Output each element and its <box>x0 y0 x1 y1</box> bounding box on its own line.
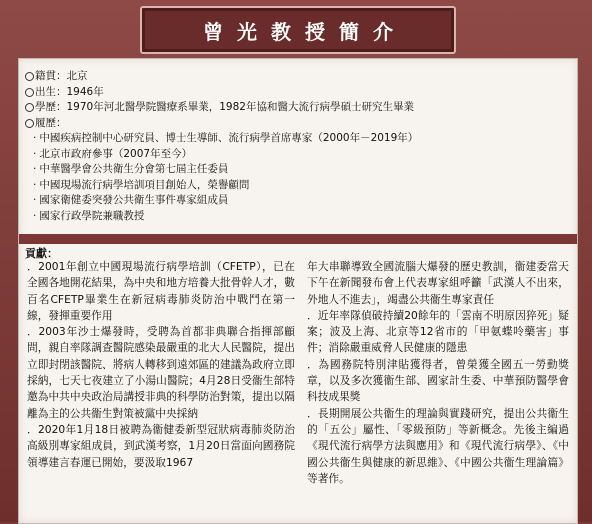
origin-text: 籍貫：北京 <box>35 70 88 82</box>
dot-bullet-icon: · <box>33 132 37 144</box>
resume-item: · 北京市政府參事（2007年至今） <box>25 147 573 163</box>
dot-bullet-icon: · <box>33 194 37 206</box>
resume-item: · 國家衛健委突發公共衛生事件專家組成員 <box>25 193 573 209</box>
contributions-heading: 貢獻： <box>25 247 58 260</box>
contribution-paragraph: ．為國務院特別津貼獲得者，曾榮獲全國五一勞動獎章，以及多次獲衞生部、國家計生委、中華預防醫學會科技成果獎 <box>307 357 569 404</box>
contributions-left-column <box>27 259 295 471</box>
resume-item: · 中華醫學會公共衛生分會第七屆主任委員 <box>25 162 573 178</box>
resume-item: · 中國現場流行病學培訓項目創始人，榮譽顧問 <box>25 178 573 194</box>
profile-card <box>18 58 578 524</box>
contribution-paragraph: 年大串聯導致全國流腦大爆發的歷史教訓，衞建委當天下午在新聞發布會上代表專家組呼籲「武漢人不出來，外地人不進去」，竭盡公共衞生專家責任 <box>307 260 569 306</box>
resume-item: · 國家行政學院兼職教授 <box>25 209 573 225</box>
circle-bullet-icon <box>25 103 34 112</box>
contribution-paragraph: ．2003年沙士爆發時，受聘為首都非典聯合指揮部顧問，親自率隊調查醫院感染最嚴重的北大人民醫院，提出立即封閉該醫院、將病人轉移到遠郊區的建議為政府立即採納，七天七夜建立了小湯山醫院；4月28日受衞生部特邀為中共中央政治局講授非典的科學防治對策，提出以隔離為主的公共衞生對策被黨中央採納 <box>27 325 295 420</box>
education-row <box>25 100 573 116</box>
title-banner <box>140 6 456 54</box>
contributions-right-column <box>307 259 569 487</box>
birth-text: 出生：1946年 <box>35 85 104 98</box>
contribution-paragraph: ．2020年1月18日被聘為衞健委新型冠狀病毒肺炎防治高級別專家組成員，到武漢考察，1月20日當面向國務院領導建言春運已開始，要汲取1967 <box>27 422 295 469</box>
circle-bullet-icon <box>25 72 34 81</box>
resume-item: · 中國疾病控制中心研究員、博士生導師、流行病學首席專家（2000年－2019年） <box>25 131 573 147</box>
resume-row <box>25 116 573 132</box>
education-text: 學歷：1970年河北醫學院醫療系畢業，1982年協和醫大流行病學碩士研究生畢業 <box>35 101 414 113</box>
circle-bullet-icon <box>25 88 34 97</box>
dot-bullet-icon: · <box>33 163 37 175</box>
profile-section <box>25 69 573 224</box>
page-title: 曾光教授簡介 <box>203 19 407 44</box>
circle-bullet-icon <box>25 119 34 128</box>
birth-row <box>25 85 573 101</box>
contribution-paragraph: ．長期開展公共衞生的理論與實踐研究，提出公共衞生的「五公」屬性、「零級預防」等新概念。先後主編過《現代流行病學方法與應用》和《現代流行病學》、《中國公共衞生與健康的新思維》、《中國公共衞生理論篇》等著作。 <box>307 406 569 485</box>
origin-row <box>25 69 573 85</box>
section-divider <box>19 234 577 244</box>
contribution-paragraph: ．近年率隊偵破持續20餘年的「雲南不明原因猝死」疑案；波及上海、北京等12省市的「甲氨蝶呤藥害」事件；消除嚴重威脅人民健康的隱患 <box>307 308 569 355</box>
dot-bullet-icon: · <box>33 178 37 191</box>
resume-label: 履歷： <box>35 116 67 129</box>
contribution-paragraph: ．2001年創立中國現場流行病學培訓（CFETP），已在全國各地開花結果，為中央和地方培養大批骨幹人才，數百名CFETP畢業生在新冠病毒肺炎防治中戰鬥在第一線，發揮重要作用 <box>27 260 295 322</box>
dot-bullet-icon: · <box>33 209 37 222</box>
dot-bullet-icon: · <box>33 147 37 160</box>
